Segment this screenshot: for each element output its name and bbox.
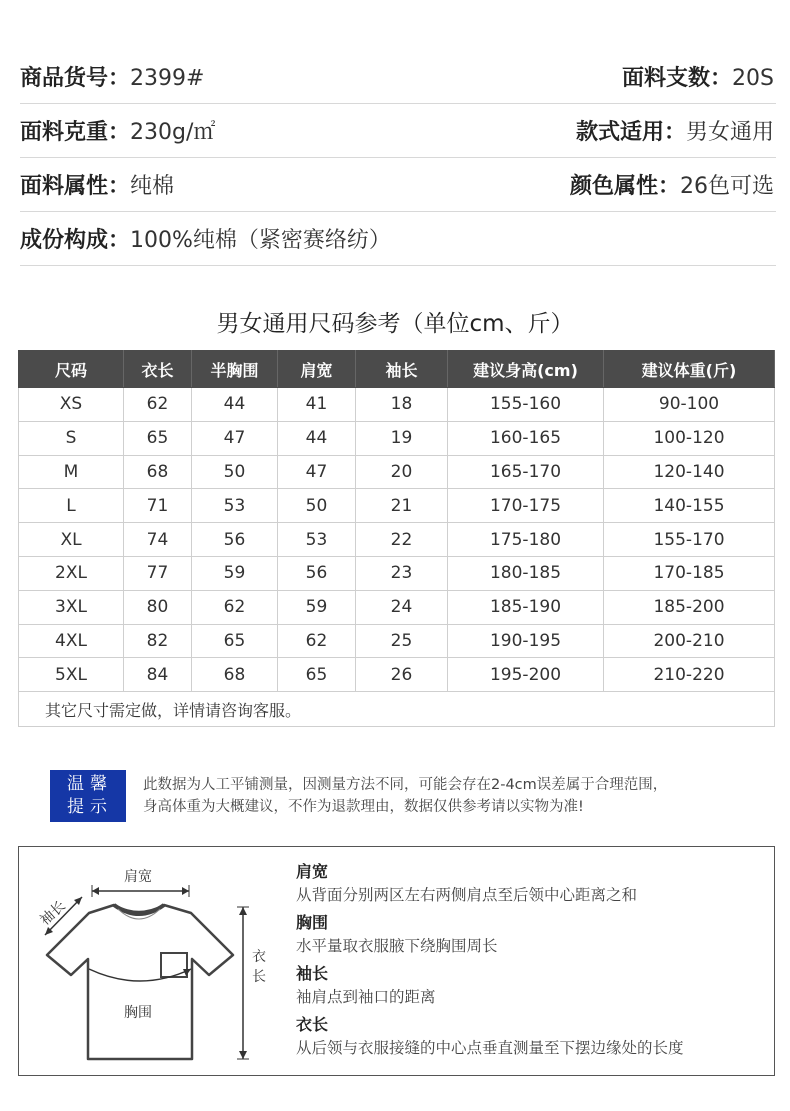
- spec-row-1: [20, 50, 776, 104]
- header-weight: 建议体重(斤): [604, 351, 775, 388]
- table-cell: 56: [192, 523, 278, 557]
- table-cell: 77: [124, 556, 192, 590]
- table-cell: 170-185: [604, 556, 775, 590]
- table-cell: 65: [124, 421, 192, 455]
- table-cell: 100-120: [604, 421, 775, 455]
- def-desc-length: 从后领与衣服接缝的中心点垂直测量至下摆边缘处的长度: [296, 1039, 684, 1057]
- table-cell: XL: [19, 523, 124, 557]
- header-half-chest: 半胸围: [192, 351, 278, 388]
- size-table-header: [19, 351, 775, 388]
- table-cell: 190-195: [448, 624, 604, 658]
- spec-composition: 成份构成：100%纯棉（紧密赛络纺）: [20, 228, 391, 253]
- table-cell: 160-165: [448, 421, 604, 455]
- table-cell: 22: [356, 523, 448, 557]
- table-cell: 175-180: [448, 523, 604, 557]
- table-cell: 62: [278, 624, 356, 658]
- spec-row-2: [20, 104, 776, 158]
- header-height: 建议身高(cm): [448, 351, 604, 388]
- table-cell: 210-220: [604, 658, 775, 692]
- table-cell: 25: [356, 624, 448, 658]
- tshirt-outline-icon: [47, 905, 233, 1059]
- table-cell: 19: [356, 421, 448, 455]
- header-sleeve: 袖长: [356, 351, 448, 388]
- table-cell: 185-200: [604, 590, 775, 624]
- size-table: [18, 350, 775, 727]
- table-cell: 41: [278, 388, 356, 422]
- table-cell: 165-170: [448, 455, 604, 489]
- table-cell: 50: [192, 455, 278, 489]
- table-row: [19, 421, 775, 455]
- table-cell: 62: [124, 388, 192, 422]
- table-cell: 84: [124, 658, 192, 692]
- table-cell: 82: [124, 624, 192, 658]
- table-cell: 26: [356, 658, 448, 692]
- table-note-row: [19, 692, 775, 727]
- label-chest: 胸围: [124, 1005, 152, 1021]
- table-cell: 44: [192, 388, 278, 422]
- measure-definitions: [296, 861, 766, 1065]
- table-cell: S: [19, 421, 124, 455]
- spec-fabric-type: 面料属性：纯棉: [20, 174, 175, 199]
- table-cell: 20: [356, 455, 448, 489]
- def-term-shoulder: 肩宽: [296, 862, 329, 881]
- table-cell: XS: [19, 388, 124, 422]
- table-cell: 65: [192, 624, 278, 658]
- table-row: [19, 590, 775, 624]
- header-length: 衣长: [124, 351, 192, 388]
- label-length-2: 长: [252, 969, 266, 985]
- table-row: [19, 556, 775, 590]
- table-cell: 90-100: [604, 388, 775, 422]
- table-cell: 80: [124, 590, 192, 624]
- table-cell: 185-190: [448, 590, 604, 624]
- table-row: [19, 523, 775, 557]
- table-cell: 155-170: [604, 523, 775, 557]
- table-cell: L: [19, 489, 124, 523]
- tshirt-diagram: [19, 847, 289, 1075]
- label-shoulder: 肩宽: [124, 869, 152, 885]
- def-desc-chest: 水平量取衣服腋下绕胸围周长: [296, 937, 498, 955]
- def-desc-sleeve: 袖肩点到袖口的距离: [296, 988, 436, 1006]
- def-desc-shoulder: 从背面分别两区左右两侧肩点至后领中心距离之和: [296, 886, 638, 904]
- table-cell: 155-160: [448, 388, 604, 422]
- table-cell: 24: [356, 590, 448, 624]
- spec-item-number: 商品货号：2399#: [20, 66, 205, 91]
- tip-text: 此数据为人工平铺测量，因测量方法不同，可能会存在2-4cm误差属于合理范围， 身高体重为大概建议，不作为退款理由，数据仅供参考请以实物为准!: [143, 777, 668, 815]
- spec-fabric-weight: 面料克重：230g/㎡: [20, 120, 216, 145]
- spec-style: 款式适用：男女通用: [575, 120, 774, 145]
- table-cell: 53: [278, 523, 356, 557]
- table-cell: 74: [124, 523, 192, 557]
- table-cell: 200-210: [604, 624, 775, 658]
- header-shoulder: 肩宽: [278, 351, 356, 388]
- table-cell: 56: [278, 556, 356, 590]
- table-cell: 53: [192, 489, 278, 523]
- table-cell: 59: [278, 590, 356, 624]
- tip-badge: 温馨 提示: [50, 770, 126, 822]
- table-cell: 180-185: [448, 556, 604, 590]
- table-row: [19, 455, 775, 489]
- spec-yarn-count: 面料支数：20S: [622, 66, 774, 91]
- table-cell: 120-140: [604, 455, 775, 489]
- table-note: 其它尺寸需定做，详情请咨询客服。: [19, 692, 775, 727]
- table-row: [19, 388, 775, 422]
- table-cell: 47: [192, 421, 278, 455]
- table-cell: 50: [278, 489, 356, 523]
- size-table-title: 男女通用尺码参考（单位cm、斤）: [216, 311, 574, 337]
- label-length-1: 衣: [252, 949, 266, 965]
- table-cell: 140-155: [604, 489, 775, 523]
- def-term-length: 衣长: [296, 1015, 329, 1034]
- table-cell: 44: [278, 421, 356, 455]
- spec-row-4: [20, 212, 776, 266]
- table-cell: 21: [356, 489, 448, 523]
- measure-guide: [18, 846, 775, 1076]
- table-row: [19, 624, 775, 658]
- table-cell: 62: [192, 590, 278, 624]
- table-cell: 3XL: [19, 590, 124, 624]
- def-term-sleeve: 袖长: [296, 964, 329, 983]
- table-cell: 65: [278, 658, 356, 692]
- def-term-chest: 胸围: [296, 913, 329, 932]
- spec-row-3: [20, 158, 776, 212]
- spec-colors: 颜色属性：26色可选: [569, 174, 774, 199]
- table-cell: 18: [356, 388, 448, 422]
- table-cell: 71: [124, 489, 192, 523]
- product-specs: [20, 50, 776, 266]
- table-cell: 2XL: [19, 556, 124, 590]
- table-cell: 59: [192, 556, 278, 590]
- pocket-icon: [161, 953, 187, 977]
- table-cell: 5XL: [19, 658, 124, 692]
- table-cell: M: [19, 455, 124, 489]
- label-sleeve: 袖长: [37, 898, 69, 929]
- header-size: 尺码: [19, 351, 124, 388]
- table-cell: 68: [124, 455, 192, 489]
- table-cell: 68: [192, 658, 278, 692]
- table-cell: 23: [356, 556, 448, 590]
- table-row: [19, 489, 775, 523]
- table-cell: 47: [278, 455, 356, 489]
- table-cell: 170-175: [448, 489, 604, 523]
- table-cell: 4XL: [19, 624, 124, 658]
- table-cell: 195-200: [448, 658, 604, 692]
- table-row: [19, 658, 775, 692]
